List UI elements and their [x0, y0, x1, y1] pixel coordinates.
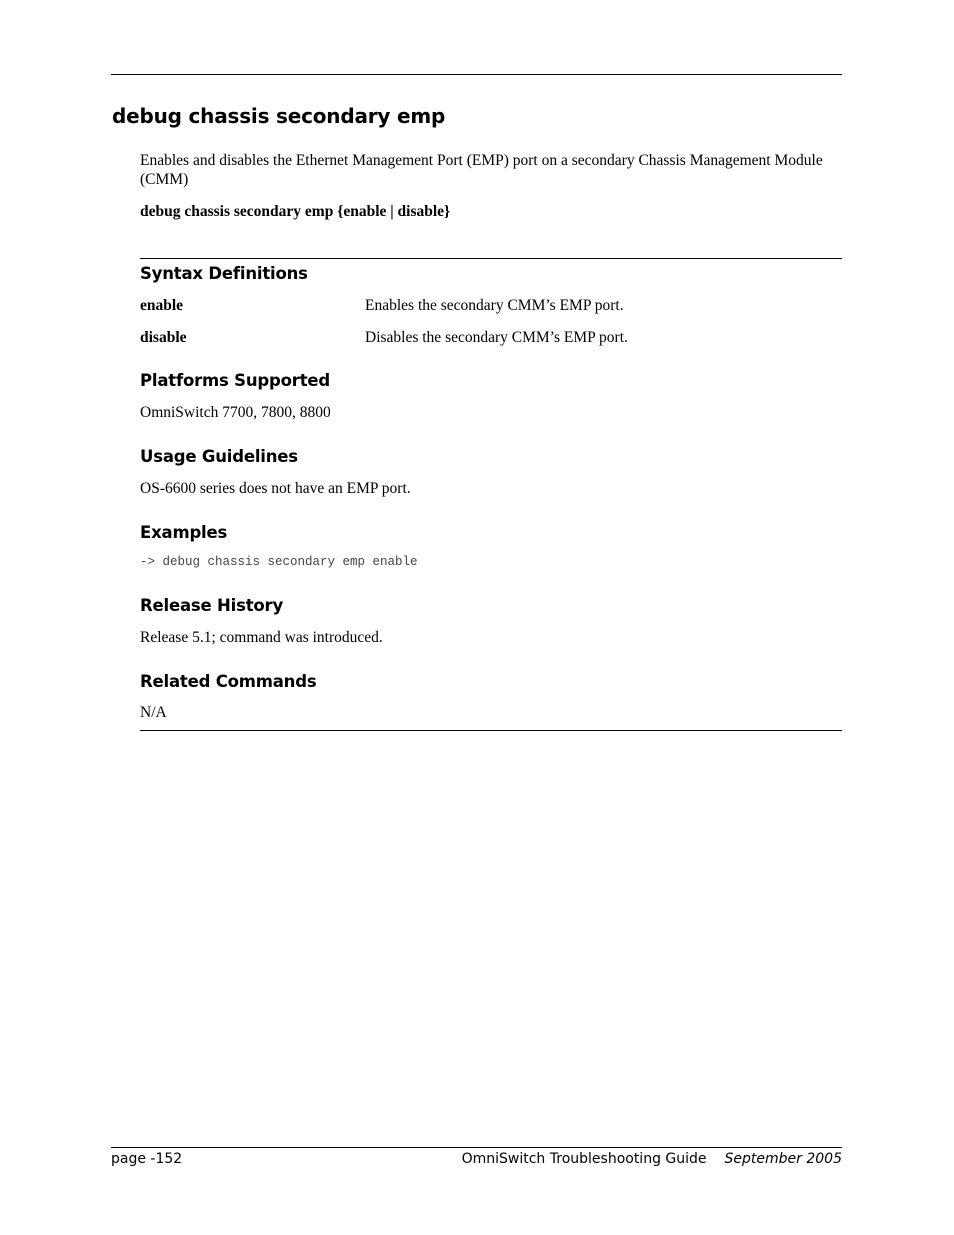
- command-syntax: debug chassis secondary emp {enable | disable}: [140, 203, 451, 220]
- example-code: -> debug chassis secondary emp enable: [140, 555, 418, 569]
- syntax-term-disable: disable: [140, 329, 187, 346]
- platforms-text: OmniSwitch 7700, 7800, 8800: [140, 404, 331, 421]
- usage-text: OS-6600 series does not have an EMP port.: [140, 480, 411, 497]
- examples-heading: Examples: [140, 523, 228, 542]
- syntax-term-enable: enable: [140, 297, 184, 314]
- header-rule: [111, 74, 842, 75]
- footer-right: [462, 1151, 842, 1167]
- footer-rule: [111, 1147, 842, 1148]
- syntax-section-rule: [140, 258, 842, 259]
- syntax-definition-disable: Disables the secondary CMM’s EMP port.: [365, 329, 628, 346]
- platforms-heading: Platforms Supported: [140, 371, 330, 390]
- footer-page-number: page -152: [111, 1151, 183, 1167]
- footer-guide-title: OmniSwitch Troubleshooting Guide: [461, 1151, 707, 1167]
- release-history-text: Release 5.1; command was introduced.: [140, 629, 383, 646]
- page-title: debug chassis secondary emp: [112, 104, 446, 128]
- related-commands-text: N/A: [140, 704, 167, 721]
- section-end-rule: [140, 730, 842, 731]
- footer-date: September 2005: [724, 1151, 842, 1167]
- release-history-heading: Release History: [140, 596, 284, 615]
- usage-heading: Usage Guidelines: [140, 447, 298, 466]
- syntax-definition-enable: Enables the secondary CMM’s EMP port.: [365, 297, 624, 314]
- related-commands-heading: Related Commands: [140, 672, 317, 691]
- syntax-definitions-heading: Syntax Definitions: [140, 264, 308, 283]
- command-description: Enables and disables the Ethernet Management Port (EMP) port on a secondary Chassis Management Module (CMM): [140, 152, 823, 188]
